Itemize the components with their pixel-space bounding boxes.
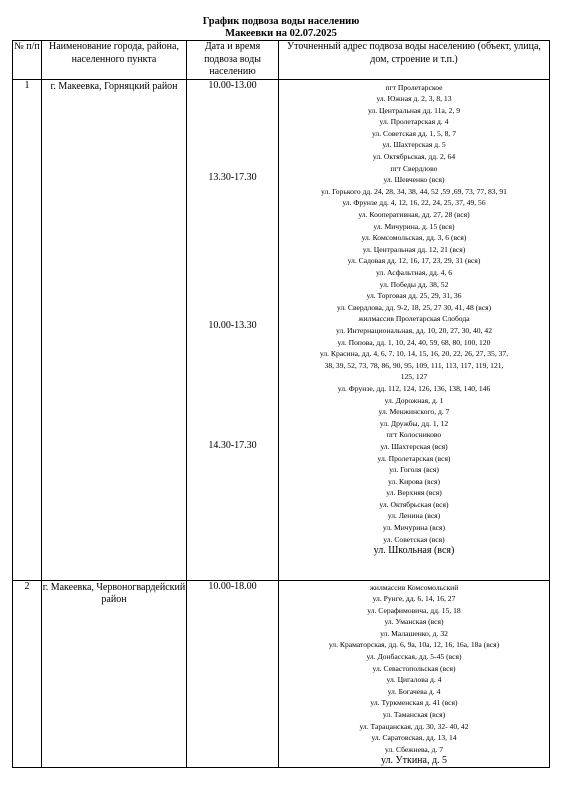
row-addresses <box>279 79 550 580</box>
header-time: Дата и время подвоза воды населению <box>187 41 279 80</box>
address-line: ул. Шахтерская (вся) <box>380 441 448 451</box>
address-line: ул. Рунге, дд. 6, 14, 16, 27 <box>372 594 456 604</box>
address-line: ул. Севастопольская (вся) <box>372 663 456 673</box>
header-city: Наименование города, района, населенного пункта <box>42 41 187 80</box>
address-line: ул. Фрунзе, дд. 112, 124, 126, 136, 138, 140, 146 <box>337 383 491 393</box>
address-line: ул. Центральная дд. 12, 21 (вся) <box>362 244 466 254</box>
address-line: ул. Комсомольская, дд. 3, 6 (вся) <box>361 233 467 243</box>
address-line: ул. Дружбы, дд. 1, 12 <box>379 418 449 428</box>
header-num: № п/п <box>13 41 42 80</box>
address-line: ул. Октябрьская, дд. 2, 64 <box>372 152 456 162</box>
address-line: ул. Интернациональная, дд. 10, 20, 27, 30, 40, 42 <box>336 325 492 335</box>
address-line: ул. Торговая дд. 25, 29, 31, 36 <box>366 291 462 301</box>
address-line: ул. Шевченко (вся) <box>383 175 445 185</box>
address-line: ул. Кирова (вся) <box>388 476 440 486</box>
address-line: ул. Шахтерская д. 5 <box>382 140 446 150</box>
document-title-line1: График подвоза воды населению <box>202 16 360 27</box>
document-title-line2: Макеевки на 02.07.2025 <box>225 28 337 39</box>
address-line: ул. Мичурина (вся) <box>382 523 446 533</box>
address-line: пгт Пролетарское <box>385 82 443 92</box>
address-line: ул. Южная д. 2, 3, 8, 13 <box>376 94 452 104</box>
address-line: ул. Мичурина, д. 15 (вся) <box>373 221 455 231</box>
time-slot: 10.00-18.00 <box>208 580 257 592</box>
time-slot: 14.30-17.30 <box>208 439 257 451</box>
address-line: ул. Менжинского, д. 7 <box>378 407 450 417</box>
address-line: ул. Туркменская д. 41 (вся) <box>370 698 458 708</box>
address-line: ул. Октябрьская (вся) <box>379 499 449 509</box>
address-line: ул. Цигалова д. 4 <box>386 675 442 685</box>
table-row <box>13 79 550 580</box>
address-line: ул. Тарацанская, дд. 30, 32- 40, 42 <box>359 721 469 731</box>
address-line: ул. Саратовская, дд. 13, 14 <box>371 733 457 743</box>
address-line: пгт Колосниково <box>386 430 442 440</box>
row-num: 2 <box>13 580 42 768</box>
address-line: ул. Кооперативная, дд. 27, 28 (вся) <box>358 210 470 220</box>
address-line: ул. Фрунзе дд. 4, 12, 16, 22, 24, 25, 37, 49, 56 <box>342 198 486 208</box>
address-line: ул. Пролетарская (вся) <box>377 453 451 463</box>
address-line: ул. Попова, дд. 1, 10, 24, 40, 59, 68, 80, 100, 120 <box>337 337 491 347</box>
row-times <box>187 79 279 580</box>
address-line: ул. Советская дд. 1, 5, 8, 7 <box>371 128 457 138</box>
address-line: 38, 39, 52, 73, 78, 86, 90, 95, 109, 111, 113, 117, 119, 121, <box>324 360 504 370</box>
address-line: ул. Школьная (вся) <box>373 545 455 557</box>
row-times <box>187 580 279 768</box>
address-line: ул. Богачева д. 4 <box>387 686 441 696</box>
water-schedule-table <box>12 40 550 768</box>
time-slot: 13.30-17.30 <box>208 171 257 183</box>
address-line: ул. Сбежнева, д. 7 <box>384 744 444 754</box>
address-line: ул. Асфальтная, дд. 4, 6 <box>375 268 453 277</box>
address-line: жилмассив Комсомольский <box>369 582 459 592</box>
address-line: ул. Уманская (вся) <box>384 617 444 627</box>
time-slot: 10.00-13.30 <box>208 319 257 331</box>
address-line: ул. Садовая дд. 12, 16, 17, 23, 29, 31 (вся) <box>347 256 481 266</box>
row-city: г. Макеевка, Горняцкий район <box>42 79 187 580</box>
address-line: ул. Серафимовича, дд. 15, 18 <box>367 605 461 615</box>
address-line: ул. Верхняя (вся) <box>386 488 442 498</box>
address-line: ул. Малашенко, д. 32 <box>380 628 448 638</box>
header-address: Уточненный адрес подвоза воды населению (объект, улица, дом, строение и т.п.) <box>279 41 550 80</box>
address-line: ул. Советская (вся) <box>383 534 445 544</box>
address-line: ул. Донбасская, дд. 5-45 (вся) <box>366 652 462 662</box>
address-line: ул. Гоголя (вся) <box>389 465 439 475</box>
address-line: ул. Свердлова, дд. 9-2, 18, 25, 27 30, 41, 48 (вся) <box>336 302 492 312</box>
address-line: ул. Дорожная, д. 1 <box>384 395 444 405</box>
table-header-row <box>13 41 550 80</box>
time-slot: 10.00-13.00 <box>208 79 257 91</box>
address-line: ул. Уткина, д. 5 <box>380 755 448 767</box>
address-line: ул. Победы дд. 38, 52 <box>379 279 449 289</box>
row-num: 1 <box>13 79 42 580</box>
address-line: ул. Таманская (вся) <box>382 710 446 720</box>
address-line: пгт Свердлово <box>390 163 438 173</box>
row-addresses <box>279 580 550 768</box>
address-line: 125, 127 <box>400 372 428 382</box>
address-line: ул. Ленина (вся) <box>387 511 441 521</box>
address-line: ул. Горького дд. 24, 28, 34, 38, 44, 52 ,59 ,69, 73, 77, 83, 91 <box>321 186 507 196</box>
table-row <box>13 580 550 768</box>
row-city: г. Макеевка, Червоногвардейский район <box>42 580 187 768</box>
address-line: ул. Центральная дд. 11а, 2, 9 <box>367 105 461 115</box>
address-line: жилмассив Пролетарская Слобода <box>358 314 470 324</box>
address-line: ул. Краматорская, дд. 6, 9а, 10а, 12, 16, 16а, 18а (вся) <box>328 640 500 650</box>
address-line: ул. Красина, дд. 4, 6, 7, 10, 14, 15, 16, 20, 22, 26, 27, 35, 37, <box>319 349 509 359</box>
address-line: ул. Пролетарская д. 4 <box>379 117 449 127</box>
